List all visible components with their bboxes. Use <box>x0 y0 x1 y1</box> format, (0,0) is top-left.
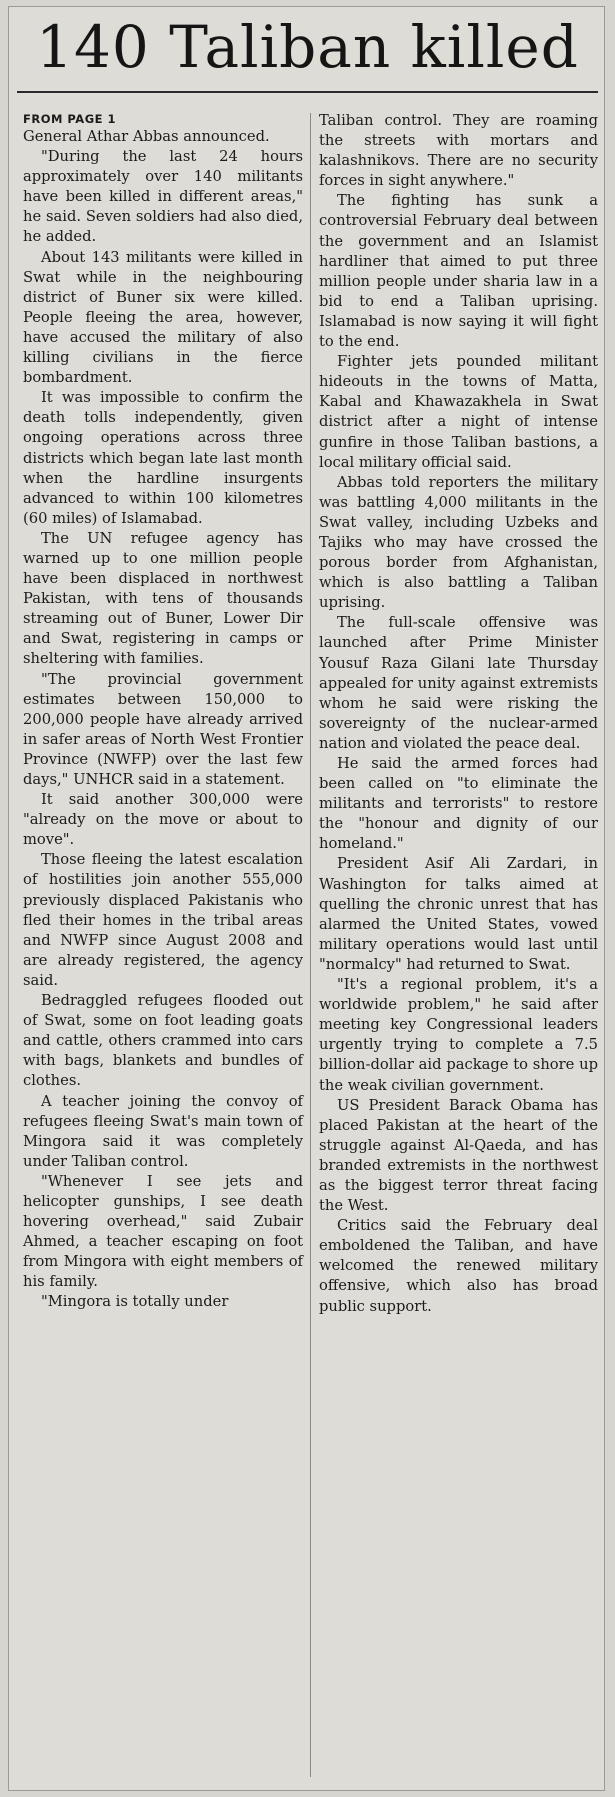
paragraph: About 143 militants were killed in Swat while in the neighbouring district of Buner six were killed. People fleeing the area, however, have accused the military of also killing civilians in the fierce bombardment. <box>23 248 303 387</box>
paragraph: US President Barack Obama has placed Pakistan at the heart of the struggle against Al-Qaeda, and has branded extremists in the northwest as the biggest terror threat facing the West. <box>319 1096 598 1215</box>
paragraph: "It's a regional problem, it's a worldwide problem," he said after meeting key Congressional leaders urgently trying to complete a 7.5 billion-dollar aid package to shore up the weak civilian government. <box>319 976 598 1094</box>
column-divider <box>310 113 311 1777</box>
newspaper-clipping <box>8 6 605 1791</box>
paragraph: "The provincial government estimates between 150,000 to 200,000 people have already arrived in safer areas of North West Frontier Province (NWFP) over the last few days," UNHCR said in a statement. <box>23 670 303 788</box>
paragraph: The fighting has sunk a controversial February deal between the government and an Islamist hardliner that aimed to put three million people under sharia law in a bid to end a Taliban uprising. Islamabad is now saying it will fight to the end. <box>319 192 598 351</box>
paragraph: Bedraggled refugees flooded out of Swat, some on foot leading goats and cattle, others crammed into cars with bags, blankets and bundles of clothes. <box>23 992 303 1090</box>
left-column <box>23 111 303 1313</box>
paragraph: Taliban control. They are roaming the streets with mortars and kalashnikovs. There are no security forces in sight anywhere." <box>319 112 598 190</box>
paragraph: President Asif Ali Zardari, in Washington for talks aimed at quelling the chronic unrest that has alarmed the United States, vowed military operations would last until "normalcy" had returned to Swat. <box>319 855 598 973</box>
headline-rule <box>17 91 598 93</box>
paragraph: It was impossible to confirm the death tolls independently, given ongoing operations across three districts which began late last month when the hardline insurgents advanced to within 100 kilometres (60 miles) of Islamabad. <box>23 389 303 527</box>
paragraph: "Mingora is totally under <box>41 1293 229 1311</box>
paragraph: The full-scale offensive was launched after Prime Minister Yousuf Raza Gilani late Thursday appealed for unity against extremists whom he said were risking the sovereignty of the nuclear-armed nation and violated the peace deal. <box>319 614 598 752</box>
paragraph: It said another 300,000 were "already on the move or about to move". <box>23 791 303 849</box>
right-column <box>319 111 598 1317</box>
kicker: FROM PAGE 1 <box>23 112 117 126</box>
paragraph: General Athar Abbas announced. <box>23 128 270 145</box>
paragraph: Critics said the February deal emboldened the Taliban, and have welcomed the renewed military offensive, which also has broad public support. <box>319 1217 598 1315</box>
paragraph: He said the armed forces had been called on "to eliminate the militants and terrorists" to restore the "honour and dignity of our homeland." <box>319 755 598 853</box>
paragraph: Those fleeing the latest escalation of hostilities join another 555,000 previously displaced Pakistanis who fled their homes in the tribal areas and NWFP since August 2008 and are already registered, the agency said. <box>23 851 303 989</box>
paragraph: The UN refugee agency has warned up to one million people have been displaced in northwest Pakistan, with tens of thousands streaming out of Buner, Lower Dir and Swat, registering in camps or sheltering with families. <box>23 529 303 668</box>
paragraph: Abbas told reporters the military was battling 4,000 militants in the Swat valley, including Uzbeks and Tajiks who may have crossed the porous border from Afghanistan, which is also battling a Taliban uprising. <box>319 473 598 612</box>
headline: 140 Taliban killed <box>36 13 579 81</box>
paragraph: A teacher joining the convoy of refugees fleeing Swat's main town of Mingora said it was completely under Taliban control. <box>23 1092 303 1170</box>
paragraph: Fighter jets pounded militant hideouts in the towns of Matta, Kabal and Khawazakhela in Swat district after a night of intense gunfire in those Taliban bastions, a local military official said. <box>319 353 598 471</box>
paragraph: "During the last 24 hours approximately over 140 militants have been killed in different areas," he said. Seven soldiers had also died, he added. <box>23 148 303 246</box>
paragraph: "Whenever I see jets and helicopter gunships, I see death hovering overhead," said Zubair Ahmed, a teacher escaping on foot from Mingora with eight members of his family. <box>23 1172 303 1291</box>
